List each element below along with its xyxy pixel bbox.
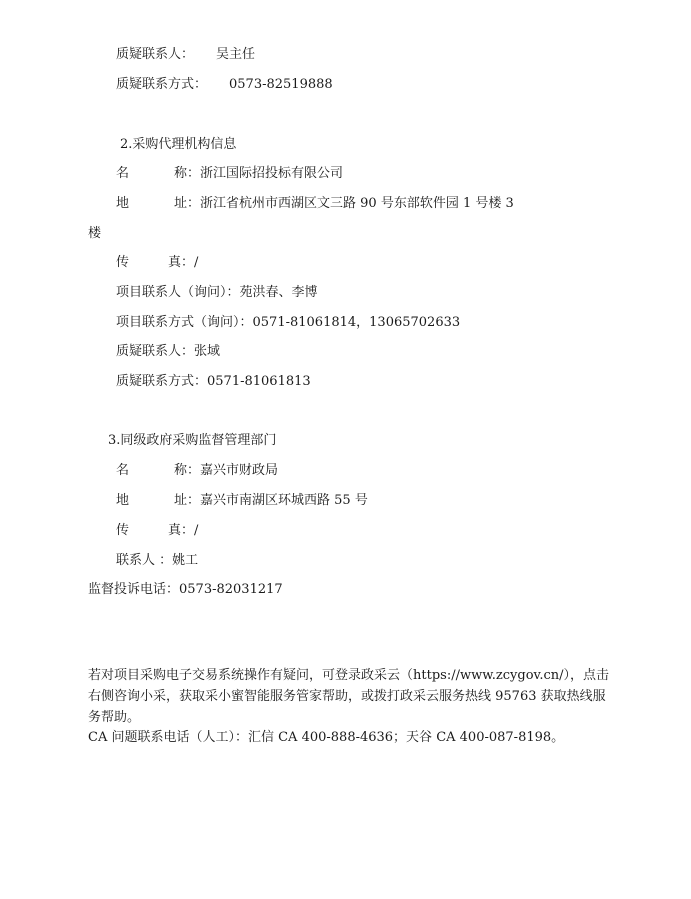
supervisor-fax-label-a: 传 <box>116 523 130 538</box>
supervisor-contact <box>116 552 198 570</box>
supervisor-name-value: 嘉兴市财政局 <box>200 463 279 478</box>
agency-address-label-a: 地 <box>116 196 130 211</box>
supervisor-name <box>116 462 278 480</box>
agency-project-phone-label: 项目联系方式（询问）： <box>116 315 253 330</box>
supervisor-complaint-phone <box>88 581 283 599</box>
supervisor-name-label-a: 名 <box>116 463 130 478</box>
agency-project-phone <box>116 314 460 332</box>
agency-address-wrap: 楼 <box>88 226 102 241</box>
agency-name <box>116 165 343 183</box>
supervisor-fax-value: / <box>194 523 199 538</box>
supervisor-name-label-b: 称： <box>174 463 201 478</box>
agency-name-label-b: 称： <box>174 166 201 181</box>
agency-fax <box>116 254 198 272</box>
supervisor-address-value: 嘉兴市南湖区环城西路 55 号 <box>200 493 368 508</box>
purchaser-query-contact-value: 吴主任 <box>216 47 256 62</box>
supervisor-address-label-b: 址： <box>174 493 201 508</box>
supervisor-contact-value: 姚工 <box>172 553 199 568</box>
agency-query-contact <box>116 343 220 361</box>
purchaser-query-contact <box>116 46 255 64</box>
purchaser-query-contact-label: 质疑联系人： <box>116 47 195 62</box>
agency-address <box>116 195 514 213</box>
agency-fax-label-a: 传 <box>116 255 130 270</box>
supervisor-complaint-value: 0573-82031217 <box>179 582 283 597</box>
agency-project-contact-label: 项目联系人（询问）： <box>116 285 240 300</box>
purchaser-query-phone-value: 0573-82519888 <box>229 77 333 92</box>
supervisor-fax <box>116 522 198 540</box>
supervisor-contact-label: 联系人 ： <box>116 553 173 568</box>
agency-project-contact <box>116 284 318 302</box>
agency-query-contact-label: 质疑联系人： <box>116 344 195 359</box>
agency-project-phone-value: 0571-81061814，13065702633 <box>252 315 461 330</box>
agency-query-phone-value: 0571-81061813 <box>207 374 311 389</box>
agency-query-phone-label: 质疑联系方式： <box>116 374 208 389</box>
supervisor-complaint-label: 监督投诉电话： <box>88 582 180 597</box>
agency-project-contact-value: 苑洪春、李博 <box>239 285 318 300</box>
supervisor-address <box>116 492 368 510</box>
supervisor-address-label-a: 地 <box>116 493 130 508</box>
system-help-notice: 若对项目采购电子交易系统操作有疑问，可登录政采云（https://www.zcygov.cn/），点击右侧咨询小采，获取采小蜜智能服务管家帮助，或拨打政采云服务热线 95763 获取热线服务帮助。 <box>88 668 610 725</box>
agency-name-label-a: 名 <box>116 166 130 181</box>
agency-name-value: 浙江国际招投标有限公司 <box>200 166 344 181</box>
supervisor-heading: 3.同级政府采购监督管理部门 <box>108 433 277 448</box>
agency-address-label-b: 址： <box>174 196 201 211</box>
purchaser-query-phone <box>116 76 333 94</box>
agency-fax-value: / <box>194 255 199 270</box>
agency-address-value: 浙江省杭州市西湖区文三路 90 号东部软件园 1 号楼 3 <box>200 196 514 211</box>
agency-heading: 2.采购代理机构信息 <box>120 137 237 152</box>
agency-query-contact-value: 张域 <box>194 344 221 359</box>
ca-contact-line: CA 问题联系电话（人工）：汇信 CA 400-888-4636；天谷 CA 400-087-8198。 <box>88 730 565 745</box>
agency-query-phone <box>116 373 311 391</box>
agency-fax-label-b: 真： <box>168 255 195 270</box>
supervisor-fax-label-b: 真： <box>168 523 195 538</box>
purchaser-query-phone-label: 质疑联系方式： <box>116 77 208 92</box>
